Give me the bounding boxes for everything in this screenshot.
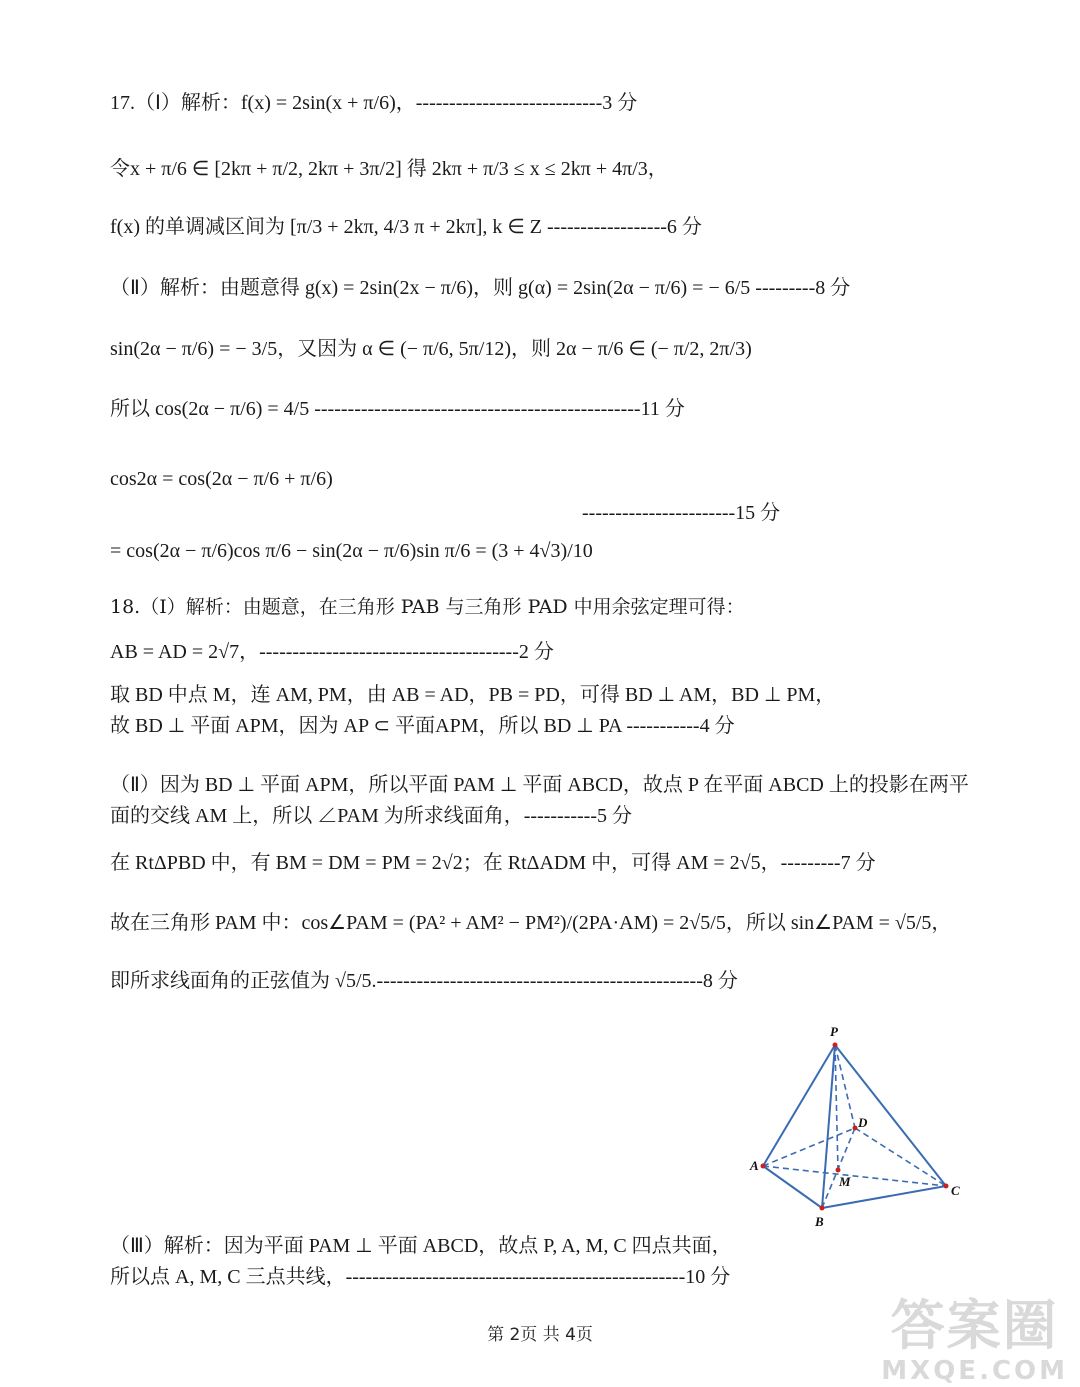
page-number: 第 2页 共 4页: [487, 1325, 593, 1345]
point-C: [944, 1184, 949, 1189]
point-M: [836, 1168, 841, 1173]
label-B: B: [815, 1214, 824, 1229]
edge-PM: [835, 1045, 838, 1170]
q17-line-2: 令x + π/6 ∈ [2kπ + π/2, 2kπ + 3π/2] 得 2kπ + π/3 ≤ x ≤ 2kπ + 4π/3，: [110, 158, 668, 180]
q18-line-1: 18.（Ⅰ）解析：由题意，在三角形 PAB 与三角形 PAD 中用余弦定理可得：: [110, 596, 745, 618]
label-D: D: [858, 1115, 868, 1130]
pyramid-figure: [740, 1020, 980, 1235]
edge-PB: [822, 1045, 835, 1208]
point-B: [820, 1206, 825, 1211]
q18-line-7: 在 RtΔPBD 中，有 BM = DM = PM = 2√2；在 RtΔADM 中，可得 AM = 2√5，---------7 分: [110, 852, 876, 874]
q18-line-9: 即所求线面角的正弦值为 √5/5.-------------------------------------------------8 分: [110, 970, 738, 992]
edge-DC: [855, 1128, 946, 1186]
q17-line-8: = cos(2α − π/6)cos π/6 − sin(2α − π/6)sin π/6 = (3 + 4√3)/10: [110, 540, 593, 562]
q18-line-6: 面的交线 AM 上，所以 ∠PAM 为所求线面角，-----------5 分: [110, 805, 633, 827]
label-C: C: [951, 1183, 960, 1198]
q17-line-3: f(x) 的单调减区间为 [π/3 + 2kπ, 4/3 π + 2kπ], k ∈ Z ------------------6 分: [110, 216, 702, 238]
q17-line-4: （Ⅱ）解析：由题意得 g(x) = 2sin(2x − π/6)，则 g(α) = 2sin(2α − π/6) = − 6/5 ---------8 分: [110, 277, 851, 299]
label-P: P: [830, 1024, 838, 1039]
edge-BC: [822, 1186, 946, 1208]
label-A: A: [750, 1158, 759, 1173]
q17-line-6: 所以 cos(2α − π/6) = 4/5 -------------------------------------------------11 分: [110, 398, 685, 420]
q17-line-7-score: -----------------------15 分: [582, 502, 781, 524]
q18-line-8: 故在三角形 PAM 中：cos∠PAM = (PA² + AM² − PM²)/(2PA·AM) = 2√5/5，所以 sin∠PAM = √5/5，: [110, 912, 952, 934]
point-A: [761, 1164, 766, 1169]
watermark-cn: 答案圈: [890, 1294, 1059, 1357]
q18-line-5: （Ⅱ）因为 BD ⊥ 平面 APM，所以平面 PAM ⊥ 平面 ABCD，故点 P 在平面 ABCD 上的投影在两平: [110, 774, 969, 796]
point-D: [853, 1126, 858, 1131]
q18-line-2: AB = AD = 2√7，---------------------------------------2 分: [110, 641, 554, 663]
watermark: [881, 1296, 1068, 1386]
watermark-en: MXQE.COM: [881, 1356, 1068, 1386]
edge-PA: [763, 1045, 835, 1166]
q18-line-11: 所以点 A, M, C 三点共线，---------------------------------------------------10 分: [110, 1266, 731, 1288]
point-P: [833, 1043, 838, 1048]
label-M: M: [839, 1174, 851, 1189]
q17-line-1: 17.（Ⅰ）解析：f(x) = 2sin(x + π/6)，----------------------------3 分: [110, 92, 638, 114]
q18-line-4: 故 BD ⊥ 平面 APM，因为 AP ⊂ 平面APM，所以 BD ⊥ PA -----------4 分: [110, 715, 735, 737]
edge-AB: [763, 1166, 822, 1208]
q18-line-10: （Ⅲ）解析：因为平面 PAM ⊥ 平面 ABCD，故点 P, A, M, C 四点共面，: [110, 1235, 732, 1257]
q18-line-3: 取 BD 中点 M，连 AM, PM，由 AB = AD，PB = PD，可得 BD ⊥ AM，BD ⊥ PM，: [110, 684, 836, 706]
q17-line-7: cos2α = cos(2α − π/6 + π/6): [110, 468, 333, 490]
q17-line-5: sin(2α − π/6) = − 3/5，又因为 α ∈ (− π/6, 5π/12)，则 2α − π/6 ∈ (− π/2, 2π/3): [110, 338, 752, 360]
